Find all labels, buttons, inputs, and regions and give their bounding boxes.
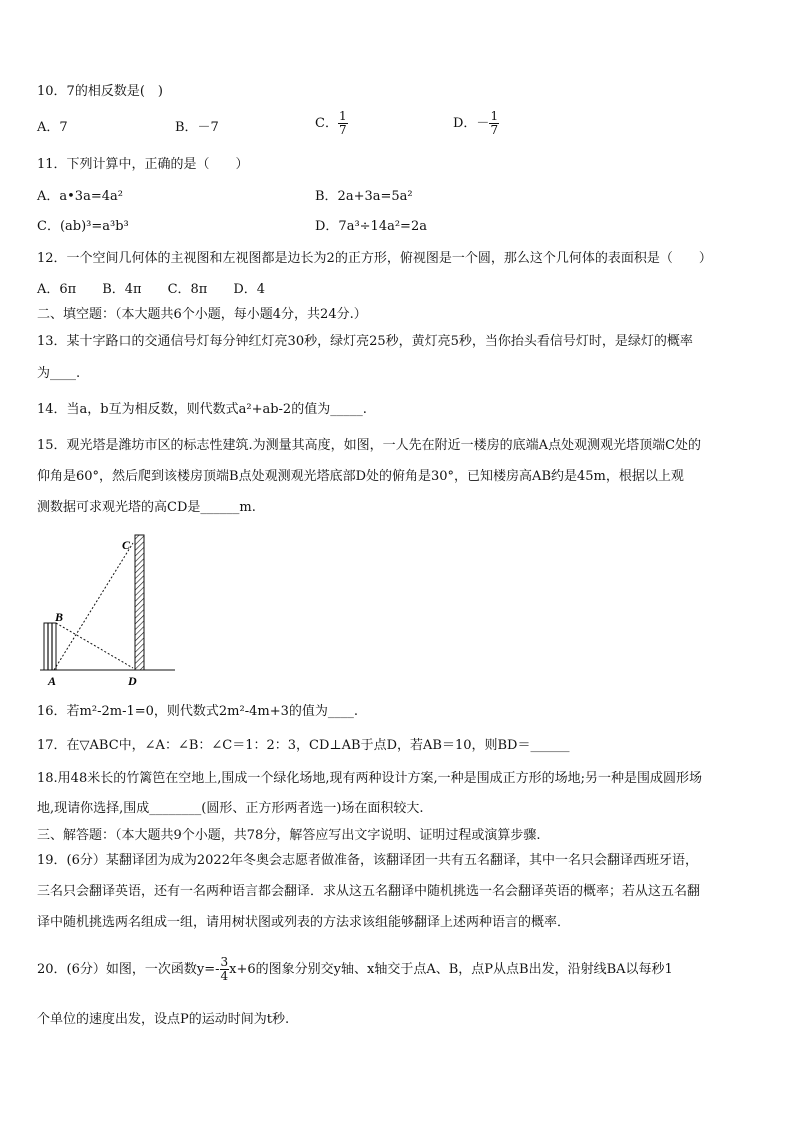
q15-line-3: 测数据可求观光塔的高CD是______m. xyxy=(37,500,256,515)
q10-option-d xyxy=(453,110,499,137)
q12-options: A．6π B．4π C．8π D．4 xyxy=(37,282,266,297)
q10-option-d-fraction xyxy=(489,110,499,137)
q19-line-2: 三名只会翻译英语，还有一名两种语言都会翻译．求从这五名翻译中随机挑选一名会翻译英语的概率；若从这五名翻 xyxy=(37,884,701,899)
tower-cd xyxy=(135,535,144,670)
q18-line-1: 18.用48米长的竹篱笆在空地上,围成一个绿化场地,现有两种设计方案,一种是围成正方形的场地;另一种是围成圆形场 xyxy=(37,771,702,786)
label-b: B xyxy=(55,610,64,624)
q11-option-c: C．(ab)³=a³b³ xyxy=(37,219,129,234)
q10-option-c-prefix: C． xyxy=(315,116,338,131)
q11-option-a: A．a•3a=4a² xyxy=(37,189,123,204)
q20-denominator: 4 xyxy=(220,969,229,983)
q10-option-c xyxy=(315,110,348,137)
label-d: D xyxy=(128,674,137,688)
q20-post: x+6的图象分别交y轴、x轴交于点A、B，点P从点B出发，沿射线BA以每秒1 xyxy=(229,962,673,977)
q19-line-1: 19．(6分）某翻译团为成为2022年冬奥会志愿者做准备，该翻译团一共有五名翻译，其中一名只会翻译西班牙语， xyxy=(37,853,698,868)
section-2-heading: 二、填空题：（本大题共6个小题，每小题4分，共24分.） xyxy=(37,307,367,322)
q10-d-denominator: 7 xyxy=(490,123,499,137)
line-ac xyxy=(54,543,133,670)
label-a: A xyxy=(48,674,57,688)
q14-text: 14．当a，b互为相反数，则代数式a²+ab-2的值为_____. xyxy=(37,402,367,417)
section-3-heading: 三、解答题：（本大题共9个小题，共78分，解答应写出文字说明、证明过程或演算步骤. xyxy=(37,828,541,843)
q17-text: 17．在▽ABC中，∠A：∠B：∠C＝1：2：3，CD⊥AB于点D，若AB＝10，则BD＝______ xyxy=(37,738,570,753)
q18-line-2: 地,现请你选择,围成________(圆形、正方形两者选一)场在面积较大. xyxy=(37,801,424,816)
q15-line-1: 15．观光塔是潍坊市区的标志性建筑.为测量其高度，如图，一人先在附近一楼房的底端A点处观测观光塔顶端C处的 xyxy=(37,438,702,453)
q10-c-denominator: 7 xyxy=(338,123,347,137)
q20-fraction xyxy=(220,956,230,983)
q15-figure xyxy=(30,525,190,690)
q11-option-d: D．7a³÷14a²=2a xyxy=(315,219,427,234)
q10-c-numerator: 1 xyxy=(338,109,347,123)
q20-line-2: 个单位的速度出发，设点P的运动时间为t秒. xyxy=(37,1012,290,1027)
q13-line-1: 13．某十字路口的交通信号灯每分钟红灯亮30秒，绿灯亮25秒，黄灯亮5秒，当你抬头看信号灯时，是绿灯的概率 xyxy=(37,334,693,349)
q12-stem: 12．一个空间几何体的主视图和左视图都是边长为2的正方形，俯视图是一个圆，那么这个几何体的表面积是（ ） xyxy=(37,251,712,266)
q16-text: 16．若m²-2m-1=0，则代数式2m²-4m+3的值为____. xyxy=(37,704,358,719)
q20-pre: 20．(6分）如图，一次函数y=- xyxy=(37,962,220,977)
line-bd xyxy=(56,623,133,668)
building-ab xyxy=(44,623,56,670)
q10-stem: 10．7的相反数是( ) xyxy=(37,84,163,99)
q19-line-3: 译中随机挑选两名组成一组，请用树状图或列表的方法求该组能够翻译上述两种语言的概率． xyxy=(37,915,571,930)
q10-d-numerator: 1 xyxy=(490,109,499,123)
label-c: C xyxy=(122,538,131,552)
q10-option-b: B．－7 xyxy=(175,120,219,135)
q20-line-1 xyxy=(37,956,673,983)
q10-option-d-prefix: D．－ xyxy=(453,116,490,131)
q10-option-c-fraction xyxy=(338,110,348,137)
q11-option-b: B．2a+3a=5a² xyxy=(315,189,413,204)
q15-line-2: 仰角是60°，然后爬到该楼房顶端B点处观测观光塔底部D处的俯角是30°，已知楼房高AB约是45m，根据以上观 xyxy=(37,469,684,484)
q20-numerator: 3 xyxy=(220,955,229,969)
q11-stem: 11．下列计算中，正确的是（ ） xyxy=(37,157,249,172)
q10-option-a: A．7 xyxy=(37,120,68,135)
q13-line-2: 为____. xyxy=(37,366,81,381)
